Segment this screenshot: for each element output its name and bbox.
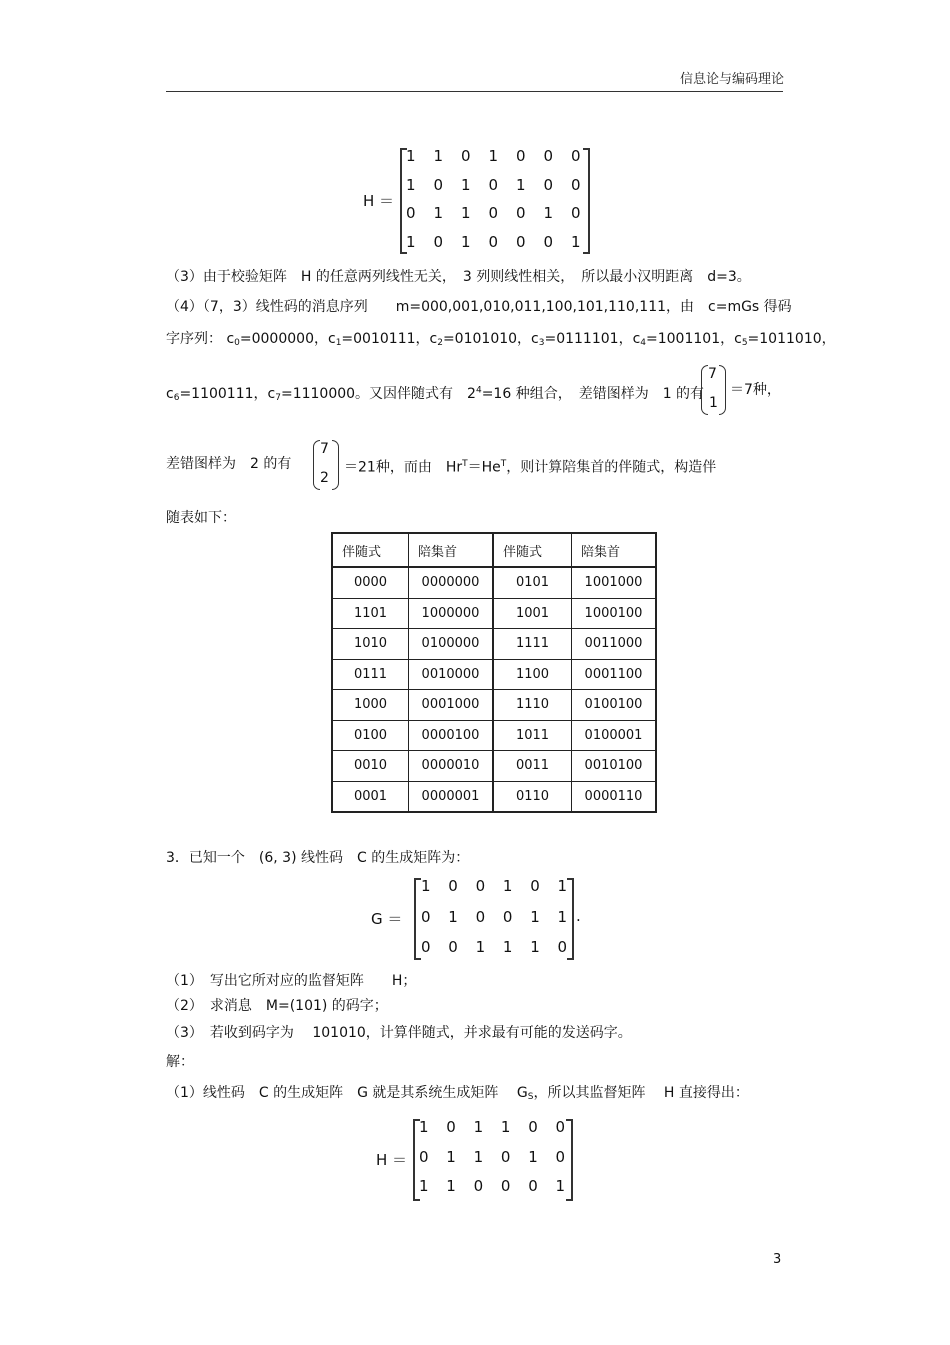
table-cell: 0000 (332, 567, 409, 598)
question-3-intro: 3．已知一个 (6, 3) 线性码 C 的生成矩阵为： (166, 850, 470, 866)
table-cell: 0000000 (409, 567, 494, 598)
matrix-g-cell: 1 (448, 907, 458, 926)
matrix-h2-cell: 0 (528, 1118, 538, 1136)
matrix-g-cell: 1 (530, 938, 540, 956)
matrix-g-cell: 1 (502, 938, 513, 956)
table-header-cell: 陪集首 (572, 533, 657, 567)
question-3-item-3: （3） 若收到码字为 101010，计算伴随式，并求最有可能的发送码字。 (166, 1025, 632, 1041)
matrix-h2-cell: 1 (555, 1177, 566, 1195)
binom2-bottom: 2 (320, 470, 329, 486)
binom2-right (332, 440, 339, 490)
binom1-right (719, 365, 726, 415)
codeword-item: $c_3=0111101$， (531, 331, 633, 348)
binom2-left (313, 440, 320, 490)
table-cell: 0010100 (572, 751, 657, 782)
table-cell: 0011 (493, 751, 572, 782)
matrix-h2-cell: 1 (528, 1147, 538, 1166)
solution-label: 解： (166, 1054, 194, 1070)
table-cell: 1100 (493, 659, 572, 690)
table-cell: 1011 (493, 720, 572, 751)
matrix-h1-cell: 0 (433, 232, 444, 251)
codeword-line-2 (166, 380, 704, 408)
table-row (332, 659, 656, 690)
matrix-g-cell: 1 (557, 907, 568, 926)
matrix-g-label: G ＝ (371, 910, 403, 928)
binom2-top: 7 (320, 441, 329, 457)
matrix-g-cell: 1 (421, 877, 431, 895)
table-cell: 0010 (332, 751, 409, 782)
codeword-line-prefix: 字序列： (166, 331, 222, 347)
matrix-h1-cell: 1 (406, 232, 416, 251)
matrix-g-cell: 0 (557, 938, 568, 956)
matrix-h1-cell: 0 (543, 175, 554, 194)
matrix-h2-right-bracket (566, 1119, 573, 1201)
codeword-item: $c_4=1001101$， (632, 331, 735, 348)
table-row (332, 781, 656, 812)
table-cell: 1111 (493, 629, 572, 660)
table-cell: 0001 (332, 781, 409, 812)
matrix-h1-cell: 1 (488, 147, 499, 165)
matrix-h1-cell: 1 (461, 204, 471, 222)
codeword-c6: $c_6=1100111$，$c_7=1110000$。又因伴随式有 $2^4=16$ 种组合， 差错图样为 1 的有 (166, 385, 705, 403)
matrix-h1-cell: 1 (433, 204, 444, 222)
matrix-h2-cell: 0 (500, 1147, 511, 1166)
matrix-h1-cell: 1 (433, 147, 444, 165)
codeword-line (166, 329, 836, 353)
table-row (332, 629, 656, 660)
paragraph-6: 随表如下： (166, 510, 236, 526)
table-row (332, 690, 656, 721)
matrix-h1-cell: 0 (571, 175, 581, 194)
table-cell: 1000000 (409, 598, 494, 629)
matrix-h2-cell: 1 (419, 1118, 429, 1136)
codeword-item: $c_1=0010111$， (327, 331, 430, 348)
table-row (332, 567, 656, 598)
matrix-h1-label: H ＝ (363, 192, 395, 210)
table-row (332, 751, 656, 782)
matrix-h1-cell: 0 (488, 204, 499, 222)
paragraph-5-rest: ＝21种，而由 $Hr^T=He^T$，则计算陪集首的伴随式，构造伴 (344, 459, 717, 476)
table-cell: 0100100 (572, 690, 657, 721)
table-row (332, 720, 656, 751)
table-cell: 0010000 (409, 659, 494, 690)
matrix-g-cell: 1 (475, 938, 486, 956)
matrix-h2-cell: 1 (446, 1147, 456, 1166)
matrix-h1-cell: 0 (543, 232, 554, 251)
matrix-g-cell: 0 (475, 907, 486, 926)
table-cell: 0100 (332, 720, 409, 751)
matrix-g-cell: 1 (502, 877, 513, 895)
table-cell: 1000100 (572, 598, 657, 629)
matrix-g-cell: 0 (530, 877, 540, 895)
matrix-g-right-bracket (567, 878, 574, 960)
matrix-h2-cell: 0 (555, 1147, 566, 1166)
table-cell: 0100001 (572, 720, 657, 751)
matrix-h1-cell: 0 (433, 175, 444, 194)
codeword-item: $c_0=0000000$， (226, 331, 328, 348)
matrix-g-cell: 0 (448, 877, 458, 895)
codeword-item: $c_5=1011010$， (734, 331, 836, 348)
table-cell: 0111 (332, 659, 409, 690)
binom1-left (701, 365, 708, 415)
matrix-g-cell: 1 (530, 907, 540, 926)
matrix-h1-cell: 1 (516, 175, 526, 194)
matrix-h1-cell: 0 (488, 175, 499, 194)
page-number: 3 (773, 1252, 782, 1267)
binom1-top: 7 (708, 366, 717, 382)
table-cell: 1001 (493, 598, 572, 629)
matrix-h2-cell: 0 (446, 1118, 456, 1136)
table-cell: 0000110 (572, 781, 657, 812)
table-cell: 0000010 (409, 751, 494, 782)
matrix-h2-cell: 1 (419, 1177, 429, 1195)
matrix-h2-cell: 0 (419, 1147, 429, 1166)
running-header: 信息论与编码理论 (679, 72, 784, 87)
table-header-row (332, 533, 656, 567)
matrix-h1-cell: 0 (488, 232, 499, 251)
matrix-h1-cell: 0 (406, 204, 416, 222)
binom1-after: ＝7种， (730, 382, 781, 398)
matrix-h1-cell: 0 (516, 147, 526, 165)
matrix-h2-cell: 0 (500, 1177, 511, 1195)
matrix-h1-cell: 0 (543, 147, 554, 165)
paragraph-5-pre: 差错图样为 2 的有 (166, 456, 292, 472)
table-cell: 1001000 (572, 567, 657, 598)
matrix-h2-cell: 0 (473, 1177, 484, 1195)
matrix-h1-cell: 0 (571, 147, 581, 165)
table-cell: 1101 (332, 598, 409, 629)
table-header-cell: 伴随式 (493, 533, 572, 567)
matrix-g-left-bracket (414, 878, 421, 960)
table-cell: 1010 (332, 629, 409, 660)
matrix-g-cell: 0 (448, 938, 458, 956)
binom1-bottom: 1 (709, 395, 718, 411)
matrix-h2-cell: 0 (528, 1177, 538, 1195)
table-cell: 0000100 (409, 720, 494, 751)
matrix-h1-cell: 1 (543, 204, 554, 222)
syndrome-table (331, 532, 657, 813)
table-cell: 1110 (493, 690, 572, 721)
question-3-item-2: （2） 求消息 M=(101) 的码字； (166, 998, 388, 1014)
header-rule (166, 91, 783, 92)
table-cell: 0101 (493, 567, 572, 598)
matrix-h2-cell: 1 (500, 1118, 511, 1136)
matrix-h2-cell: 0 (555, 1118, 566, 1136)
matrix-g-cell: 0 (475, 877, 486, 895)
matrix-h2-cell: 1 (446, 1177, 456, 1195)
matrix-g-cell: 0 (421, 907, 431, 926)
codeword-item: $c_2=0101010$， (429, 331, 532, 348)
matrix-h1-cell: 1 (571, 232, 581, 251)
matrix-h1-cell: 0 (571, 204, 581, 222)
matrix-h1-cell: 1 (406, 147, 416, 165)
table-row (332, 598, 656, 629)
matrix-h1-cell: 1 (461, 232, 471, 251)
matrix-h1-cell: 0 (516, 232, 526, 251)
matrix-h2-cell: 1 (473, 1147, 484, 1166)
matrix-h1-right-bracket (583, 148, 590, 254)
table-header-cell: 陪集首 (409, 533, 494, 567)
table-header-cell: 伴随式 (332, 533, 409, 567)
table-cell: 0110 (493, 781, 572, 812)
question-3-item-1: （1） 写出它所对应的监督矩阵 H； (166, 973, 417, 989)
table-cell: 0001000 (409, 690, 494, 721)
paragraph-3: （3）由于校验矩阵 H 的任意两列线性无关， 3 列则线性相关， 所以最小汉明距离 d=3。 (166, 269, 751, 285)
matrix-g-period: . (576, 907, 581, 925)
table-cell: 1000 (332, 690, 409, 721)
matrix-g-cell: 1 (557, 877, 568, 895)
table-cell: 0011000 (572, 629, 657, 660)
matrix-h1-cell: 0 (516, 204, 526, 222)
table-cell: 0001100 (572, 659, 657, 690)
table-cell: 0100000 (409, 629, 494, 660)
table-cell: 0000001 (409, 781, 494, 812)
matrix-h1-cell: 1 (461, 175, 471, 194)
paragraph-4: （4）（7，3）线性码的消息序列 m=000,001,010,011,100,101,110,111，由 c=mGs 得码 (166, 299, 792, 315)
matrix-h2-cell: 1 (473, 1118, 484, 1136)
matrix-h2-label: H ＝ (376, 1151, 408, 1169)
matrix-h1-cell: 1 (406, 175, 416, 194)
solution-1: （1）线性码 C 的生成矩阵 G 就是其系统生成矩阵 $G_S$，所以其监督矩阵 H 直接得出： (166, 1085, 749, 1102)
matrix-h1-cell: 0 (461, 147, 471, 165)
matrix-g-cell: 0 (502, 907, 513, 926)
matrix-g-cell: 0 (421, 938, 431, 956)
codeword-list (226, 331, 835, 347)
